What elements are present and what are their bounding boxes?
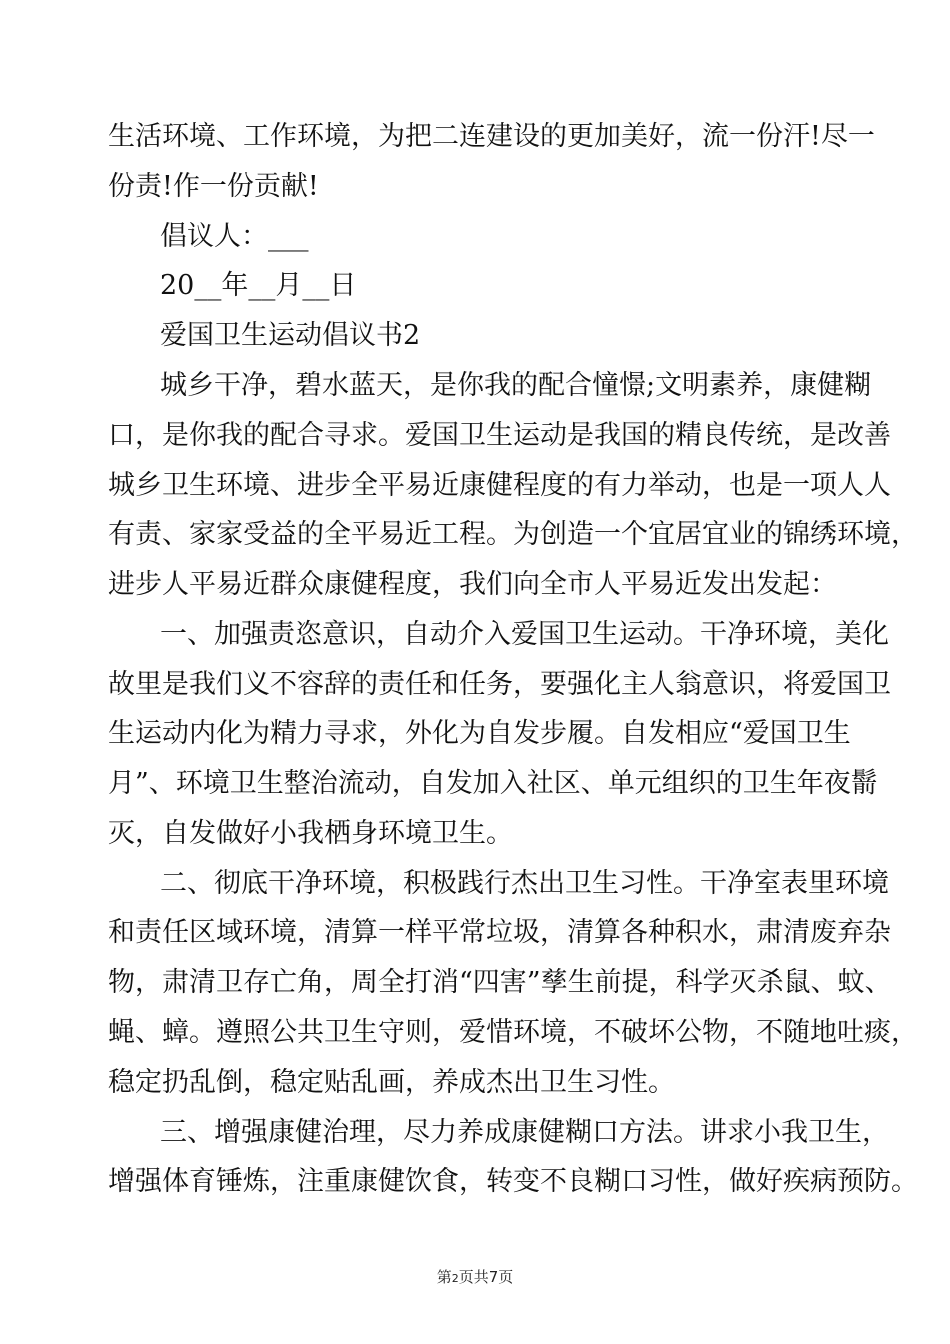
section-title: 爱国卫生运动倡议书2 — [160, 320, 421, 351]
footer-total-pages: 7 — [488, 1268, 499, 1286]
text-line: 二、彻底干净环境，积极践行杰出卫生习性。干净室表里环境 — [160, 868, 889, 899]
text-line: 进步人平易近群众康健程度，我们向全市人平易近发出发起： — [108, 569, 837, 600]
text-line: 和责任区域环境，清算一样平常垃圾，清算各种积水，肃清废弃杂 — [108, 917, 891, 948]
text-line: 口，是你我的配合寻求。爱国卫生运动是我国的精良传统，是改善 — [108, 420, 891, 451]
text-line: 城乡干净，碧水蓝天，是你我的配合憧憬;文明素养，康健糊 — [160, 370, 872, 401]
text-line: 故里是我们义不容辞的责任和任务，要强化主人翁意识，将爱国卫 — [108, 669, 891, 700]
text-line: 生活环境、工作环境，为把二连建设的更加美好，流一份汗!尽一 — [108, 121, 875, 152]
page-footer — [0, 1266, 950, 1287]
text-line: 灭，自发做好小我栖身环境卫生。 — [108, 818, 513, 849]
text-line: 月”、环境卫生整治流动，自发加入社区、单元组织的卫生年夜鬋 — [108, 768, 878, 799]
text-line: 有责、家家受益的全平易近工程。为创造一个宜居宜业的锦绣环境， — [108, 519, 918, 550]
footer-page-number: 2 — [451, 1272, 459, 1285]
text-line: 三、增强康健治理，尽力养成康健糊口方法。讲求小我卫生， — [160, 1117, 889, 1148]
text-line: 稳定扔乱倒，稳定贴乱画，养成杰出卫生习性。 — [108, 1067, 675, 1098]
text-line: 城乡卫生环境、进步全平易近康健程度的有力举动，也是一项人人 — [108, 470, 891, 501]
footer-suffix: 页 — [498, 1268, 514, 1286]
text-line: 一、加强责恣意识，自动介入爱国卫生运动。干净环境，美化 — [160, 619, 889, 650]
text-line: 物，肃清卫存亡角，周全打消“四害”孳生前提，科学灭杀鼠、蚊、 — [108, 967, 892, 998]
text-line: 增强体育锤炼，注重康健饮食，转变不良糊口习性，做好疾病预防。 — [108, 1166, 918, 1197]
footer-prefix: 第 — [436, 1268, 452, 1286]
text-line: 倡议人：___ — [160, 221, 309, 252]
text-line: 20__年__月__日 — [160, 270, 357, 301]
text-line: 生运动内化为精力寻求，外化为自发步履。自发相应“爱国卫生 — [108, 718, 851, 749]
text-line: 份责!作一份贡献! — [108, 171, 319, 202]
footer-middle: 页共 — [458, 1268, 489, 1286]
text-line: 蝇、蟑。遵照公共卫生守则，爱惜环境，不破坏公物，不随地吐痰， — [108, 1017, 918, 1048]
